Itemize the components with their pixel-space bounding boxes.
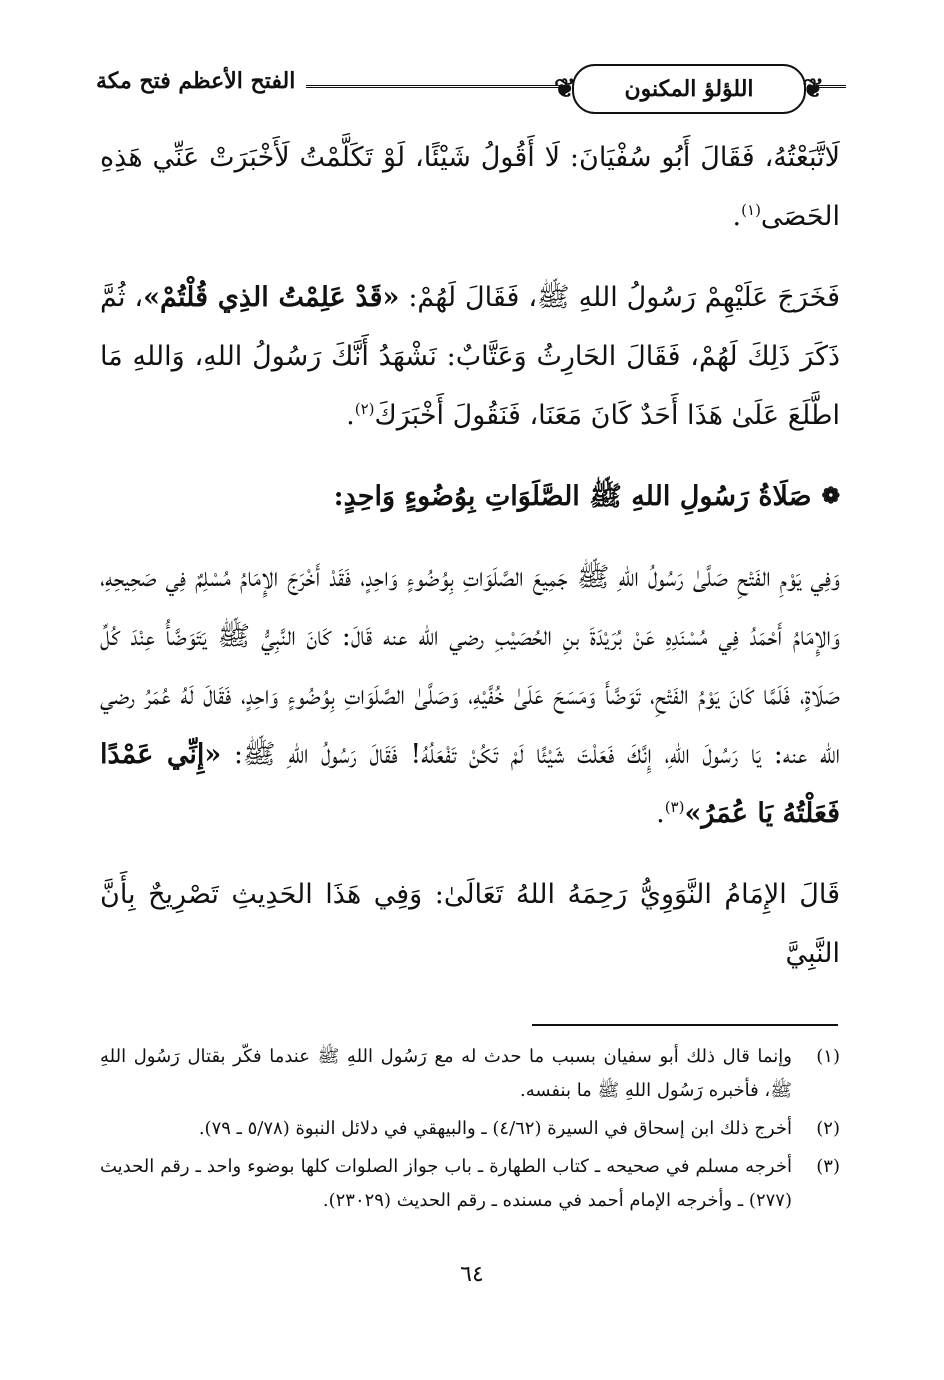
footnote-ref: (١) <box>741 201 761 219</box>
book-title: اللؤلؤ المكنون <box>624 76 754 102</box>
header-rule-left <box>306 85 566 88</box>
paragraph-text: ، ثُمَّ ذَكَرَ ذَلِكَ لَهُمْ، فَقَالَ الحَارِثُ وَعَتَّابٌ: نَشْهَدُ أَنَّكَ رَسُولُ اللهِ، وَاللهِ مَا اطَّلَعَ عَلَىٰ هَذَا أَحَدٌ كَانَ مَعَنَا، فَنَقُولَ أَخْبَرَكَ <box>100 282 840 431</box>
subheading-text: صَلَاةُ رَسُولِ اللهِ ﷺ الصَّلَوَاتِ بِوُضُوءٍ وَاحِدٍ: <box>333 481 812 512</box>
page-number: ٦٤ <box>460 1262 484 1287</box>
hadith-quote: «إِنِّي عَمْدًا فَعَلْتُهُ يَا عُمَرُ» <box>100 739 840 829</box>
paragraph <box>100 128 840 246</box>
footnote-ref: (٣) <box>664 798 685 816</box>
footnote-ref: (٢) <box>354 400 375 418</box>
hadith-quote: «قَدْ عَلِمْتُ الذِي قُلْتُمْ» <box>143 282 400 313</box>
floral-ornament-icon: ❦ <box>802 74 824 104</box>
book-title-cartouche <box>554 64 824 114</box>
punctuation: . <box>656 798 665 829</box>
footnote-text: وإنما قال ذلك أبو سفيان بسبب ما حدث له مع رَسُول اللهِ ﷺ عندما فكّر بقتال رَسُول اللهِ ﷺ، فأخبره رَسُول اللهِ ﷺ ما بنفسه. <box>100 1046 792 1101</box>
punctuation: . <box>732 201 742 232</box>
footnote <box>100 1040 840 1108</box>
subheading <box>100 467 840 526</box>
paragraph-text: قَالَ الإِمَامُ النَّوَوِيُّ رَحِمَهُ اللهُ تَعَالَىٰ: وَفِي هَذَا الحَدِيثِ تَصْرِيحٌ بِأَنَّ النَّبِيَّ <box>100 879 840 969</box>
page-header <box>96 58 846 118</box>
floral-ornament-icon: ❦ <box>554 74 576 104</box>
footnote <box>100 1112 840 1146</box>
footnote-separator <box>532 1024 838 1026</box>
paragraph <box>100 548 840 843</box>
paragraph <box>100 268 840 445</box>
footnote-number: (١) <box>816 1046 840 1067</box>
flower-bullet-icon: ❁ <box>821 483 840 509</box>
footnote <box>100 1150 840 1218</box>
paragraph-text: وَفِي يَوْمِ الفَتْحِ صَلَّىٰ رَسُولُ اللهِ ﷺ جَمِيعَ الصَّلَوَاتِ بِوُضُوءٍ وَاحِدٍ، فَقَدْ أَخْرَجَ الإِمَامُ مُسْلِمٌ فِي صَحِيحِهِ، وَالإِمَامُ أَحْمَدُ فِي مُسْنَدِهِ عَنْ بُرَيْدَةَ بنِ الحُصَيْبِ رضي الله عنه قَالَ: كَانَ النَّبِيُّ ﷺ يَتَوَضَّأُ عِنْدَ كُلِّ صَلَاةٍ، فَلَمَّا كَانَ يَوْمُ الفَتْحِ، تَوَضَّأَ وَمَسَحَ عَلَىٰ خُفَّيْهِ، وَصَلَّىٰ الصَّلَوَاتِ بِوُضُوءٍ وَاحِدٍ، فَقَالَ لَهُ عُمَرُ رضي الله عنه: يَا رَسُولَ اللهِ، إِنَّكَ فَعَلْتَ شَيْئًا لَمْ تَكُنْ تَفْعَلُهُ! فَقَالَ رَسُولُ اللهِ ﷺ: <box>100 562 840 770</box>
paragraph-text: فَخَرَجَ عَلَيْهِمْ رَسُولُ اللهِ ﷺ، فَقَالَ لَهُمْ: <box>399 282 841 313</box>
footnote-number: (٣) <box>816 1156 840 1177</box>
paragraph-text: لَاتَّبَعْتُهُ، فَقَالَ أَبُو سُفْيَانَ: لَا أَقُولُ شَيْئًا، لَوْ تَكَلَّمْتُ لَأَخْبَرَتْ عَنِّي هَذِهِ الحَصَى <box>100 142 840 232</box>
footnote-number: (٢) <box>816 1118 840 1139</box>
section-title: الفتح الأعظم فتح مكة <box>96 68 296 94</box>
paragraph <box>100 865 840 983</box>
footnote-text: أخرجه مسلم في صحيحه ـ كتاب الطهارة ـ باب جواز الصلوات كلها بوضوء واحد ـ رقم الحديث (٢٧٧) ـ وأخرجه الإمام أحمد في مسنده ـ رقم الحديث (٢٣٠٢٩). <box>100 1156 792 1211</box>
footnotes <box>100 1040 840 1222</box>
main-text <box>100 128 840 983</box>
punctuation: . <box>346 400 355 431</box>
footnote-text: أخرج ذلك ابن إسحاق في السيرة (٤/٦٢) ـ والبيهقي في دلائل النبوة (٥/٧٨ ـ ٧٩). <box>198 1118 792 1139</box>
